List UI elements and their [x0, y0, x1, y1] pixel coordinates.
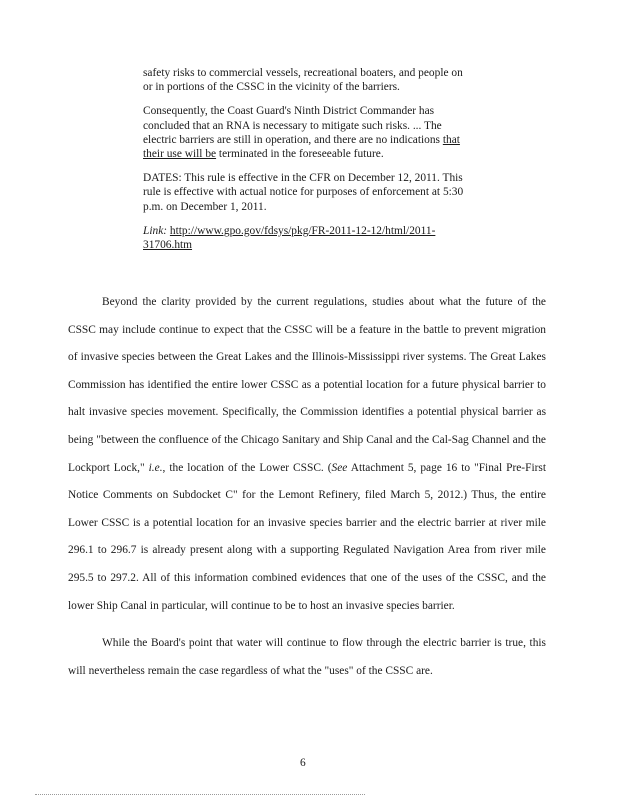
quote-p2-text-a: Consequently, the Coast Guard's Ninth District Commander has concluded that an RNA is necessary to mitigate such risks. ... The electric barriers are still in operation, and there are no indications	[143, 105, 443, 146]
quote-p2-underlined: that their use will be	[143, 133, 460, 161]
para1-see: See	[331, 461, 348, 474]
para1-text-b: , the location of the Lower CSSC. (	[162, 461, 332, 474]
federal-register-link[interactable]: http://www.gpo.gov/fdsys/pkg/FR-2011-12-12/html/2011-31706.htm	[143, 224, 436, 252]
quote-paragraph-1: safety risks to commercial vessels, recreational boaters, and people on or in portions of the CSSC in the vicinity of the barriers.	[143, 67, 463, 94]
body-paragraph-1	[68, 289, 546, 620]
quote-link-line	[143, 224, 473, 252]
para1-text-c: Attachment 5, page 16 to "Final Pre-First Notice Comments on Subdocket C" for the Lemont Refinery, filed March 5, 2012.) Thus, the entire Lower CSSC is a potential location for an invasive species barrier and the electric barrier at river mile 296.1 to 296.7 is already present along with a supporting Regulated Navigation Area from river mile 295.5 to 297.2. All of this information combined evidences that one of the uses of the CSSC, and the lower Ship Canal in particular, will continue to be to host an invasive species barrier.	[68, 461, 546, 612]
page-number: 6	[300, 757, 306, 769]
body-text	[68, 289, 546, 685]
para1-text-a: Beyond the clarity provided by the current regulations, studies about what the future of the CSSC may include continue to expect that the CSSC will be a feature in the battle to prevent migration of invasive species between the Great Lakes and the Illinois-Mississippi river systems. The Great Lakes Commission has identified the entire lower CSSC as a potential location for a future physical barrier to halt invasive species movement. Specifically, the Commission identifies a potential physical barrier as being "between the confluence of the Chicago Sanitary and Ship Canal and the Cal-Sag Channel and the Lockport Lock,"	[68, 296, 546, 474]
quote-paragraph-2	[143, 104, 473, 161]
body-paragraph-2: While the Board's point that water will continue to flow through the electric barrier is true, this will nevertheless remain the case regardless of what the "uses" of the CSSC are.	[68, 637, 546, 677]
quote-p2-text-b: terminated in the foreseeable future.	[216, 148, 384, 161]
footer-rule	[35, 794, 365, 796]
link-label: Link:	[143, 224, 168, 237]
para1-ie: i.e.	[148, 461, 163, 474]
block-quote	[143, 66, 473, 262]
quote-paragraph-dates: DATES: This rule is effective in the CFR on December 12, 2011. This rule is effective with actual notice for purposes of enforcement at 5:30 p.m. on December 1, 2011.	[143, 172, 464, 213]
